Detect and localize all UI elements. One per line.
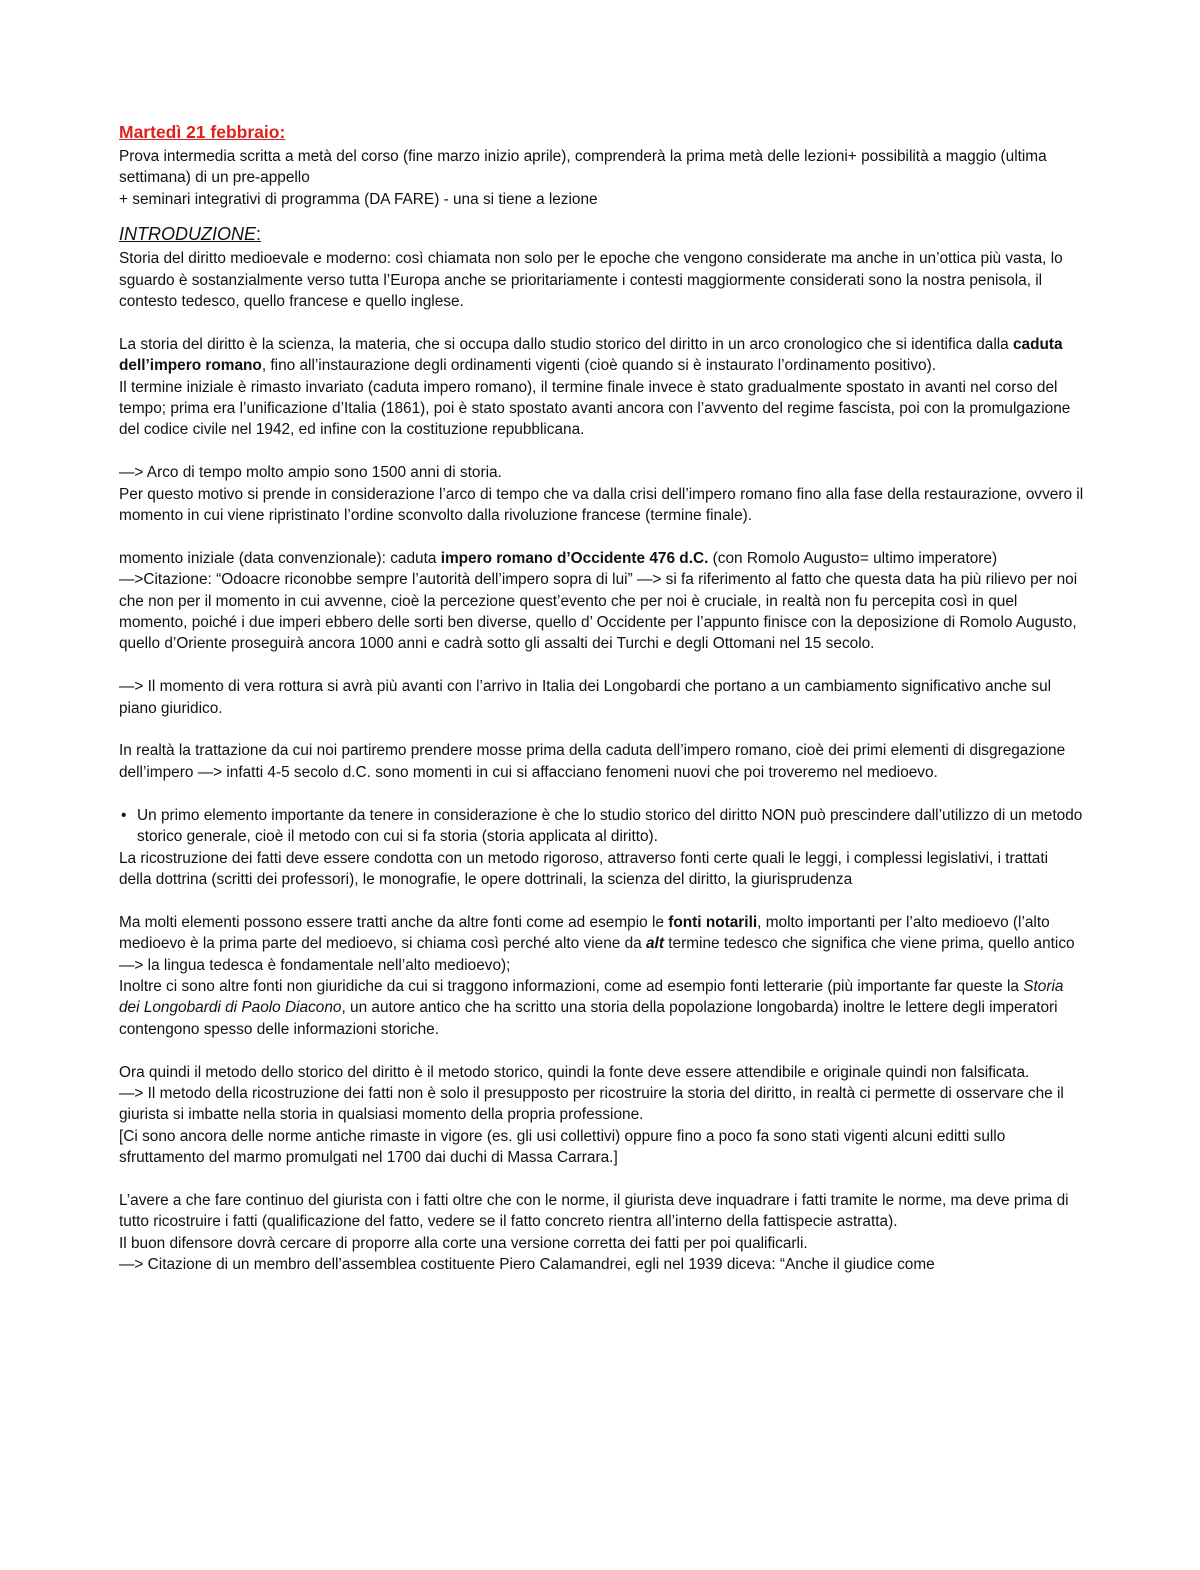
text-run: (con Romolo Augusto= ultimo imperatore): [708, 549, 998, 567]
paragraph: —> Citazione di un membro dell’assemblea costituente Piero Calamandrei, egli nel 1939 diceva: “Anche il giudice come: [119, 1256, 935, 1274]
paragraph: La ricostruzione dei fatti deve essere condotta con un metodo rigoroso, attraverso fonti certe quali le leggi, i complessi legislativi, i trattati della dottrina (scritti dei professori), le monografie, le opere dottrinali, la scienza del diritto, la giurisprudenza: [119, 849, 1049, 888]
bold-text: caduta dell’impero romano: [119, 335, 1063, 375]
bullet-mark: •: [121, 806, 127, 824]
paragraph: Il termine iniziale è rimasto invariato (caduta impero romano), il termine finale invece è stato gradualmente spostato in avanti nel corso del tempo; prima era l’unificazione d’Italia (1861), poi è stato spostato avanti ancora con l’avvento del regime fascista, poi con la promulgazione del codice civile nel 1942, ed infine con la costituzione repubblicana.: [119, 378, 1071, 439]
text-run: , molto importanti per l’alto medioevo (l’alto medioevo è la prima parte del medioevo, si chiama così perché alto viene da: [119, 913, 1050, 953]
bold-text: impero romano d’Occidente 476 d.C.: [440, 549, 709, 567]
paragraph: —>Citazione: “Odoacre riconobbe sempre l’autorità dell’impero sopra di lui” —> si fa riferimento al fatto che questa data ha più rilievo per noi che non per il momento in cui avvenne, cioè la percezione quest’evento che per noi è cruciale, in realtà non fu percepita così in quel momento, poiché i due imperi ebbero delle sorti ben diverse, quello d’ Occidente per l’appunto finisce con la deposizione di Romolo Augusto, quello d’Oriente proseguirà ancora 1000 anni e cadrà sotto gli assalti dei Turchi e degli Ottomani nel 15 secolo.: [119, 571, 1078, 653]
section-title: [119, 220, 1084, 248]
section-title-colon: :: [256, 224, 262, 245]
paragraph: [Ci sono ancora delle norme antiche rimaste in vigore (es. gli usi collettivi) oppure fino a poco fa sono stati vigenti alcuni editti sullo sfruttamento del marmo promulgati nel 1700 dai duchi di Massa Carrara.]: [119, 1127, 1006, 1167]
text-run: Inoltre ci sono altre fonti non giuridiche da cui si traggono informazioni, come ad esempio fonti letterarie (più importante far queste la: [119, 977, 1024, 995]
text-run: , un autore antico che ha scritto una storia della popolazione longobarda) inoltre le lettere degli imperatori contengono spesso delle informazioni storiche.: [119, 999, 1058, 1038]
paragraph: In realtà la trattazione da cui noi partiremo prendere mosse prima della caduta dell’impero romano, cioè dei primi elementi di disgregazione dell’impero —> infatti 4-5 secolo d.C. sono momenti in cui si affacciano fenomeni nuovi che poi troveremo nel medioevo.: [119, 742, 1066, 781]
paragraph: [119, 334, 1084, 377]
text-run: La storia del diritto è la scienza, la materia, che si occupa dallo studio storico del diritto in un arco cronologico che si identifica dalla: [119, 335, 1013, 353]
paragraph: L’avere a che fare continuo del giurista con i fatti oltre che con le norme, il giurista deve inquadrare i fatti tramite le norme, ma deve prima di tutto ricostruire i fatti (qualificazione del fatto, vedere se il fatto concreto rientra all’interno della fattispecie astratta).: [119, 1191, 1069, 1231]
paragraph: —> Arco di tempo molto ampio sono 1500 anni di storia.: [119, 464, 502, 482]
paragraph: [119, 976, 1084, 1040]
bold-italic-text: alt: [646, 935, 664, 953]
paragraph: Per questo motivo si prende in considerazione l’arco di tempo che va dalla crisi dell’impero romano fino alla fase della restaurazione, ovvero il momento in cui viene ripristinato l’ordine sconvolto dalla rivoluzione francese (termine finale).: [119, 485, 1084, 525]
text-run: momento iniziale (data convenzionale): caduta: [119, 549, 441, 567]
bullet-item: [119, 805, 1084, 848]
date-heading: Martedì 21 febbraio:: [119, 122, 286, 142]
paragraph: Storia del diritto medioevale e moderno: così chiamata non solo per le epoche che vengono considerate ma anche in un’ottica più vasta, lo sguardo è sostanzialmente verso tutta l’Europa anche se prioritariamente i contesti maggiormente considerati sono la nostra penisola, il contesto tedesco, quello francese e quello inglese.: [119, 250, 1063, 311]
text-run: termine tedesco che significa che viene prima, quello antico —> la lingua tedesca è fondamentale nell’alto medioevo);: [119, 935, 1075, 974]
paragraph: Il buon difensore dovrà cercare di proporre alla corte una versione corretta dei fatti per poi qualificarli.: [119, 1234, 808, 1252]
exam-note: Prova intermedia scritta a metà del corso (fine marzo inizio aprile), comprenderà la prima metà delle lezioni+ possibilità a maggio (ultima settimana) di un pre-appello: [119, 148, 1047, 187]
paragraph: [119, 912, 1084, 976]
italic-text: Storia dei Longobardi di Paolo Diacono: [119, 977, 1064, 1017]
text-run: Un primo elemento importante da tenere in considerazione è che lo studio storico del diritto NON può prescindere dall’utilizzo di un metodo storico generale, cioè il metodo con cui si fa storia (storia applicata al diritto).: [137, 806, 1083, 846]
text-run: , fino all’instaurazione degli ordinamenti vigenti (cioè quando si è instaurato l’ordinamento positivo).: [261, 357, 936, 375]
seminars-note: + seminari integrativi di programma (DA FARE) - una si tiene a lezione: [119, 190, 598, 208]
bold-text: fonti notarili: [668, 913, 758, 931]
paragraph: —> Il momento di vera rottura si avrà più avanti con l’arrivo in Italia dei Longobardi che portano a un cambiamento significativo anche sul piano giuridico.: [119, 678, 1052, 717]
document-body: [119, 118, 1084, 1276]
paragraph: [119, 548, 1084, 569]
paragraph: —> Il metodo della ricostruzione dei fatti non è solo il presupposto per ricostruire la storia del diritto, in realtà ci permette di osservare che il giurista si imbatte nella storia in qualsiasi momento della propria professione.: [119, 1084, 1064, 1124]
paragraph: Ora quindi il metodo dello storico del diritto è il metodo storico, quindi la fonte deve essere attendibile e originale quindi non falsificata.: [119, 1063, 1030, 1081]
text-run: Ma molti elementi possono essere tratti anche da altre fonti come ad esempio le: [119, 913, 669, 931]
section-title-text: INTRODUZIONE: [119, 224, 256, 245]
